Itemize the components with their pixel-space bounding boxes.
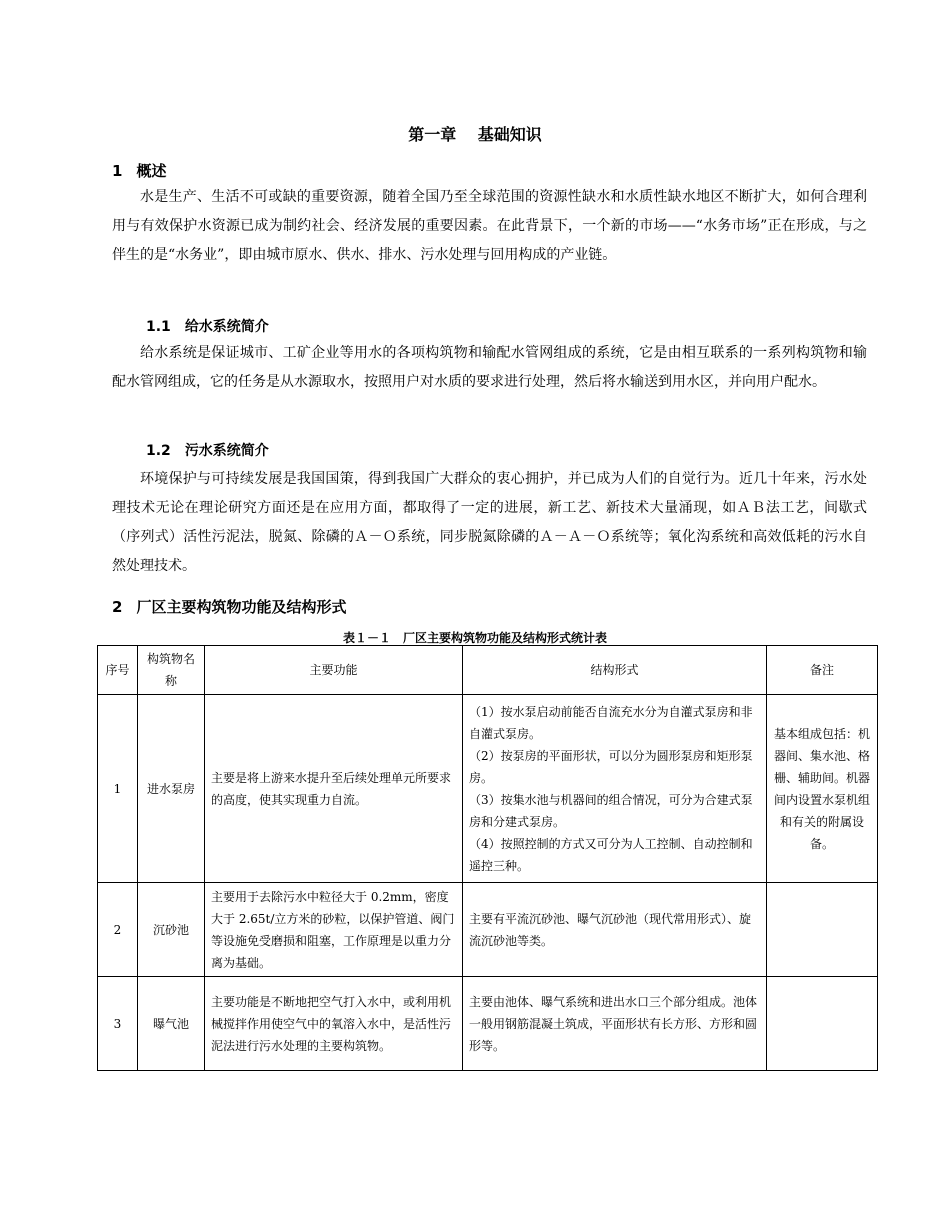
row-function: 主要用于去除污水中粒径大于 0.2mm，密度大于 2.65t/立方米的砂粒，以保护管道、阀门等设施免受磨损和阻塞，工作原理是以重力分离为基础。: [205, 883, 463, 977]
section-title: 污水系统简介: [184, 443, 269, 459]
header-index: 序号: [98, 646, 138, 695]
section-number: 1.2: [146, 443, 171, 459]
row-structure: [463, 977, 767, 1071]
section-title: 给水系统简介: [184, 319, 269, 335]
row-name: 沉砂池: [138, 883, 205, 977]
structure-item: 主要有平流沉砂池、曝气沉砂池（现代常用形式）、旋流沉砂池等类。: [469, 911, 752, 948]
structure-item: 主要由池体、曝气系统和进出水口三个部分组成。池体一般用钢筋混凝土筑成，平面形状有长方形、方形和圆形等。: [469, 994, 758, 1053]
row-remark: [767, 883, 878, 977]
table-header-row: [98, 646, 878, 695]
row-function: 主要功能是不断地把空气打入水中，或利用机械搅拌作用使空气中的氧溶入水中，是活性污泥法进行污水处理的主要构筑物。: [205, 977, 463, 1071]
table-row: [98, 695, 878, 883]
structures-table: [97, 645, 878, 1071]
chapter-title: 第一章 基础知识: [408, 125, 542, 144]
row-structure: [463, 695, 767, 883]
row-function: 主要是将上游来水提升至后续处理单元所要求的高度，使其实现重力自流。: [205, 695, 463, 883]
section-1-paragraph: 水是生产、生活不可或缺的重要资源，随着全国乃至全球范围的资源性缺水和水质性缺水地区不断扩大，如何合理利用与有效保护水资源已成为制约社会、经济发展的重要因素。在此背景下，一个新的市场——“水务市场”正在形成，与之伴生的是“水务业”，即由城市原水、供水、排水、污水处理与回用构成的产业链。: [112, 189, 867, 263]
header-structure: 结构形式: [463, 646, 767, 695]
header-remark: 备注: [767, 646, 878, 695]
row-structure: [463, 883, 767, 977]
table-caption: 表１－１ 厂区主要构筑物功能及结构形式统计表: [342, 631, 607, 645]
table-row: [98, 883, 878, 977]
row-name: 进水泵房: [138, 695, 205, 883]
table-row: [98, 977, 878, 1071]
structure-item: （2）按泵房的平面形状，可以分为圆形泵房和矩形泵房。: [469, 748, 753, 785]
section-title: 厂区主要构筑物功能及结构形式: [136, 598, 347, 616]
section-1-heading: [112, 160, 166, 181]
row-index: 1: [98, 695, 138, 883]
section-1-2-paragraph: 环境保护与可持续发展是我国国策，得到我国广大群众的衷心拥护，并已成为人们的自觉行为。近几十年来，污水处理技术无论在理论研究方面还是在应用方面，都取得了一定的进展，新工艺、新技术大量涌现，如ＡＢ法工艺，间歇式（序列式）活性污泥法，脱氮、除磷的Ａ－Ｏ系统，同步脱氮除磷的Ａ－Ａ－Ｏ系统等；氧化沟系统和高效低耗的污水自然处理技术。: [112, 471, 867, 574]
section-number: 1: [112, 162, 123, 180]
section-number: 1.1: [146, 319, 171, 335]
structure-item: （3）按集水池与机器间的组合情况，可分为合建式泵房和分建式泵房。: [469, 792, 753, 829]
row-remark: [767, 977, 878, 1071]
section-title: 概述: [136, 162, 167, 180]
section-1-1-paragraph: 给水系统是保证城市、工矿企业等用水的各项构筑物和输配水管网组成的系统，它是由相互联系的一系列构筑物和输配水管网组成，它的任务是从水源取水，按照用户对水质的要求进行处理，然后将水输送到用水区，并向用户配水。: [112, 345, 867, 390]
structure-item: （4）按照控制的方式又可分为人工控制、自动控制和遥控三种。: [469, 836, 753, 873]
section-1-2-heading: [146, 440, 269, 460]
section-2-heading: [112, 596, 346, 617]
row-index: 2: [98, 883, 138, 977]
header-function: 主要功能: [205, 646, 463, 695]
header-name: 构筑物名称: [138, 646, 205, 695]
section-number: 2: [112, 598, 123, 616]
section-1-1-heading: [146, 316, 269, 336]
row-name: 曝气池: [138, 977, 205, 1071]
row-index: 3: [98, 977, 138, 1071]
structure-item: （1）按水泵启动前能否自流充水分为自灌式泵房和非自灌式泵房。: [469, 704, 753, 741]
row-remark: 基本组成包括：机器间、集水池、格栅、辅助间。机器间内设置水泵机组和有关的附属设备。: [767, 695, 878, 883]
